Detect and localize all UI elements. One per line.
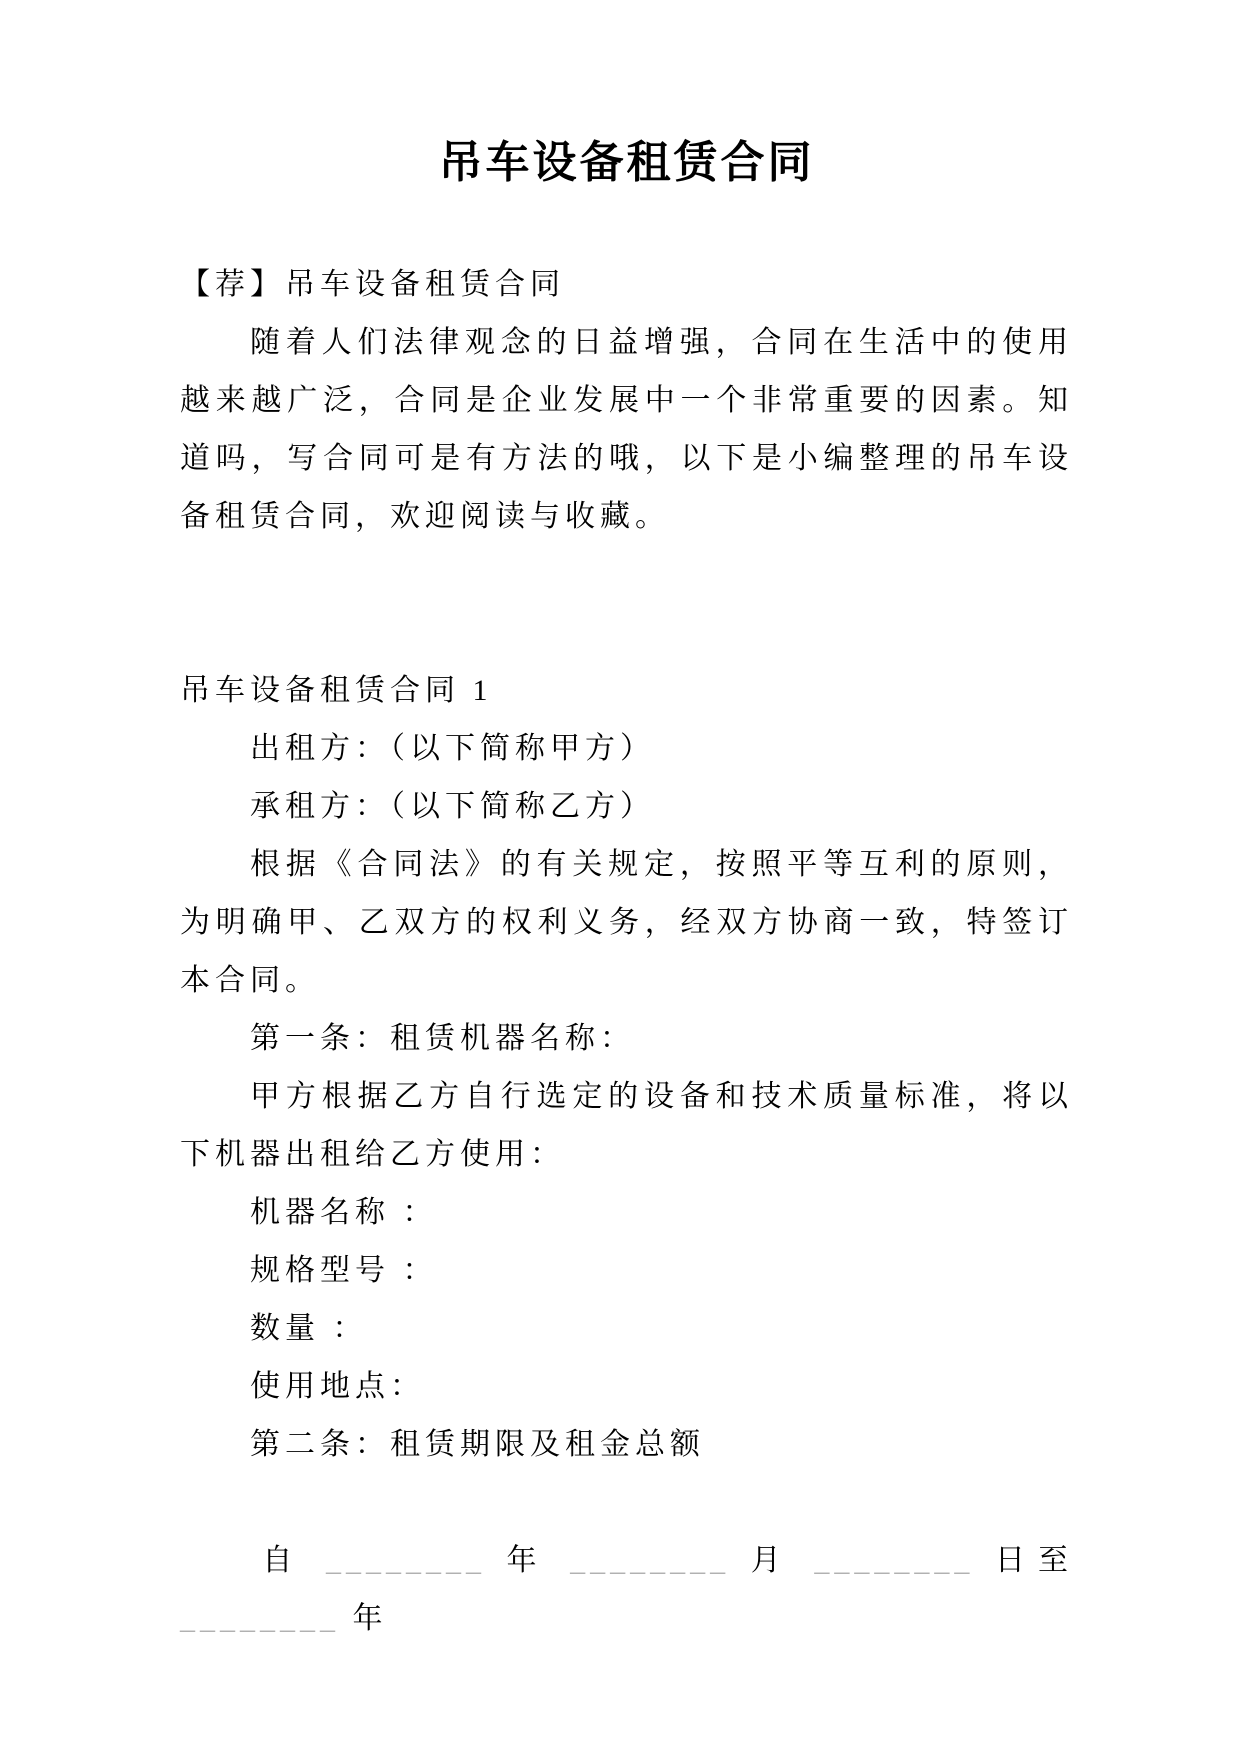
quantity-line: 数量 ： bbox=[250, 1312, 368, 1345]
use-location-line: 使用地点： bbox=[250, 1370, 425, 1403]
blank-gap bbox=[180, 546, 1073, 662]
document-title: 吊车设备租赁合同 bbox=[438, 138, 815, 187]
blank-year-to-field: ________ bbox=[180, 1602, 340, 1635]
machine-name-line: 机器名称 ： bbox=[250, 1196, 438, 1229]
article1-body-paragraph: 甲方根据乙方自行选定的设备和技术质量标准，将以下机器出租给乙方使用： bbox=[180, 1080, 1073, 1171]
lessor-line: 出租方：（以下简称甲方） bbox=[250, 732, 655, 765]
date-text-year-end: 年 bbox=[340, 1602, 388, 1635]
contract-section-title: 吊车设备租赁合同 1 bbox=[180, 674, 493, 707]
legal-basis-paragraph: 根据《合同法》的有关规定，按照平等互利的原则，为明确甲、乙双方的权利义务，经双方协商一致，特签订本合同。 bbox=[180, 848, 1073, 997]
date-text-day-to: 日至 bbox=[974, 1544, 1086, 1577]
article2-title-line: 第二条：租赁期限及租金总额 bbox=[250, 1428, 705, 1461]
date-text-from: 自 bbox=[262, 1544, 326, 1577]
blank-day-field: ________ bbox=[814, 1544, 975, 1577]
article1-title-line: 第一条：租赁机器名称： bbox=[250, 1022, 635, 1055]
date-fill-in-line bbox=[180, 1474, 1086, 1706]
lessee-line: 承租方：（以下简称乙方） bbox=[250, 790, 655, 823]
blank-year-from-field: ________ bbox=[325, 1544, 486, 1577]
recommend-line: 【荐】吊车设备租赁合同 bbox=[180, 268, 565, 301]
spec-model-line: 规格型号 ： bbox=[250, 1254, 438, 1287]
intro-paragraph: 随着人们法律观念的日益增强，合同在生活中的使用越来越广泛，合同是企业发展中一个非常重要的因素。知道吗，写合同可是有方法的哦，以下是小编整理的吊车设备租赁合同，欢迎阅读与收藏。 bbox=[180, 326, 1073, 533]
blank-month-field: ________ bbox=[570, 1544, 731, 1577]
date-text-year: 年 bbox=[485, 1544, 571, 1577]
date-text-month: 月 bbox=[730, 1544, 815, 1577]
